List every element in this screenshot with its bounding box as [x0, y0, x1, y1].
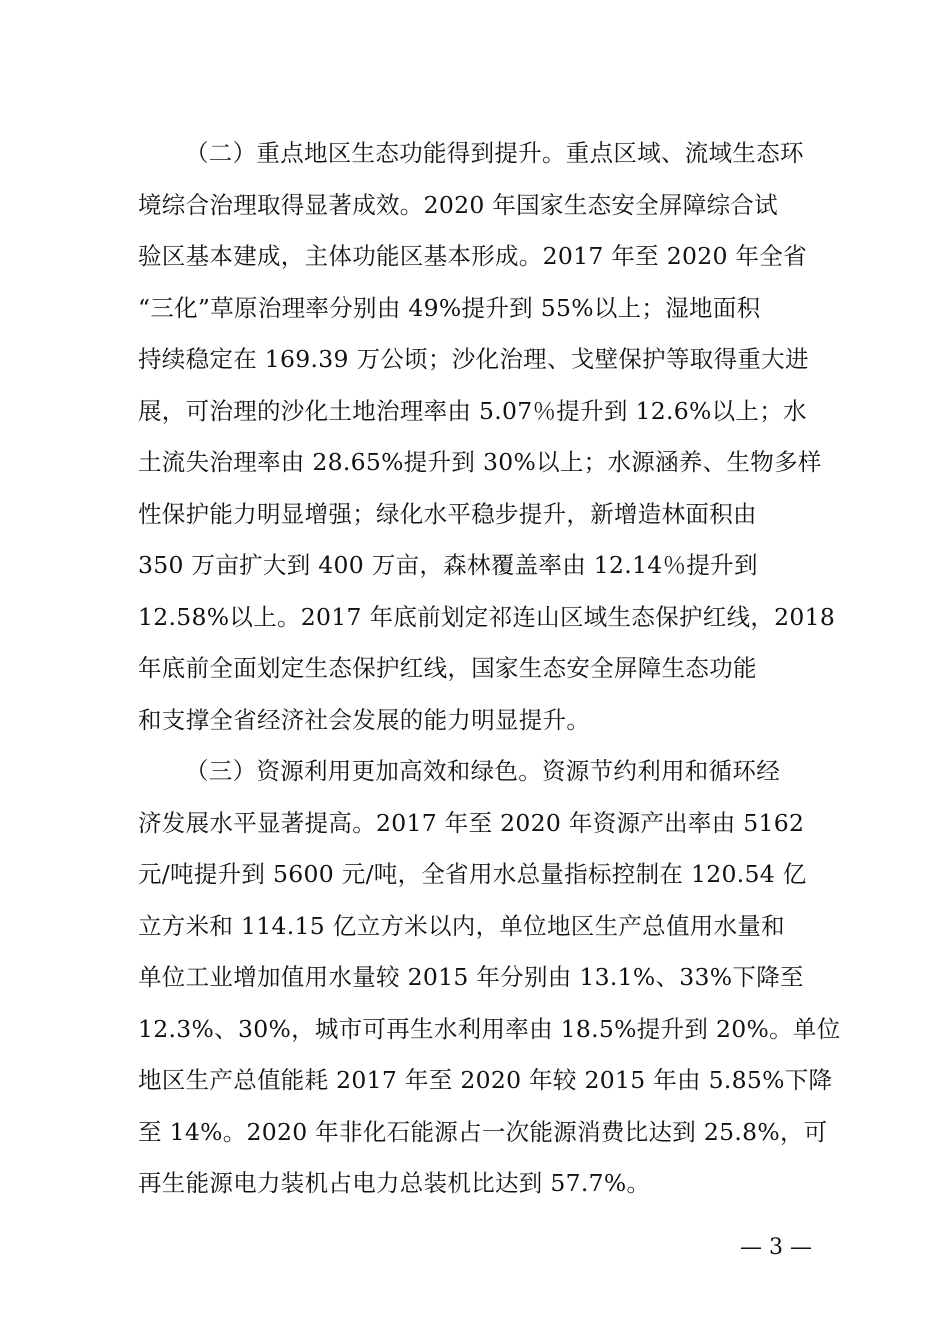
- text-line: 性保护能力明显增强；绿化水平稳步提升，新增造林面积由: [138, 499, 757, 528]
- text-line: 立方米和 114.15 亿立方米以内，单位地区生产总值用水量和: [138, 911, 785, 940]
- text-line: 年底前全面划定生态保护红线，国家生态安全屏障生态功能: [138, 654, 757, 682]
- text-line: 济发展水平显著提高。2017 年至 2020 年资源产出率由 5162: [138, 808, 805, 837]
- text-line: 和支撑全省经济社会发展的能力明显提升。: [138, 705, 591, 734]
- paragraph-resource-utilization: [138, 746, 841, 1210]
- text-line: 持续稳定在 169.39 万公顷；沙化治理、戈壁保护等取得重大进: [138, 345, 809, 373]
- document-body: [138, 128, 841, 1210]
- text-line: 至 14%。2020 年非化石能源占一次能源消费比达到 25.8%，可: [138, 1117, 828, 1146]
- text-line: 土流失治理率由 28.65%提升到 30%以上；水源涵养、生物多样: [138, 448, 822, 476]
- text-line: 地区生产总值能耗 2017 年至 2020 年较 2015 年由 5.85%下降: [138, 1066, 833, 1094]
- text-line: 展，可治理的沙化土地治理率由 5.07％提升到 12.6%以上；水: [138, 396, 807, 425]
- text-line: 元/吨提升到 5600 元/吨，全省用水总量指标控制在 120.54 亿: [138, 860, 807, 888]
- text-line: “三化”草原治理率分别由 49%提升到 55%以上；湿地面积: [138, 293, 761, 322]
- text-line: 350 万亩扩大到 400 万亩，森林覆盖率由 12.14％提升到: [138, 551, 758, 579]
- text-line: （二）重点地区生态功能得到提升。重点区域、流域生态环: [185, 139, 804, 167]
- text-line: 12.3%、30%，城市可再生水利用率由 18.5%提升到 20%。单位: [138, 1014, 841, 1043]
- paragraph-ecological-function: [138, 128, 836, 746]
- page-number: — 3 —: [740, 1235, 812, 1260]
- text-line: 单位工业增加值用水量较 2015 年分别由 13.1%、33%下降至: [138, 963, 804, 991]
- text-line: 验区基本建成，主体功能区基本形成。2017 年至 2020 年全省: [138, 242, 807, 270]
- text-line: 12.58%以上。2017 年底前划定祁连山区域生态保护红线，2018: [138, 602, 836, 631]
- text-line: 境综合治理取得显著成效。2020 年国家生态安全屏障综合试: [138, 190, 778, 219]
- text-line: 再生能源电力装机占电力总装机比达到 57.7%。: [138, 1169, 651, 1197]
- text-line: （三）资源利用更加高效和绿色。资源节约利用和循环经: [185, 757, 780, 785]
